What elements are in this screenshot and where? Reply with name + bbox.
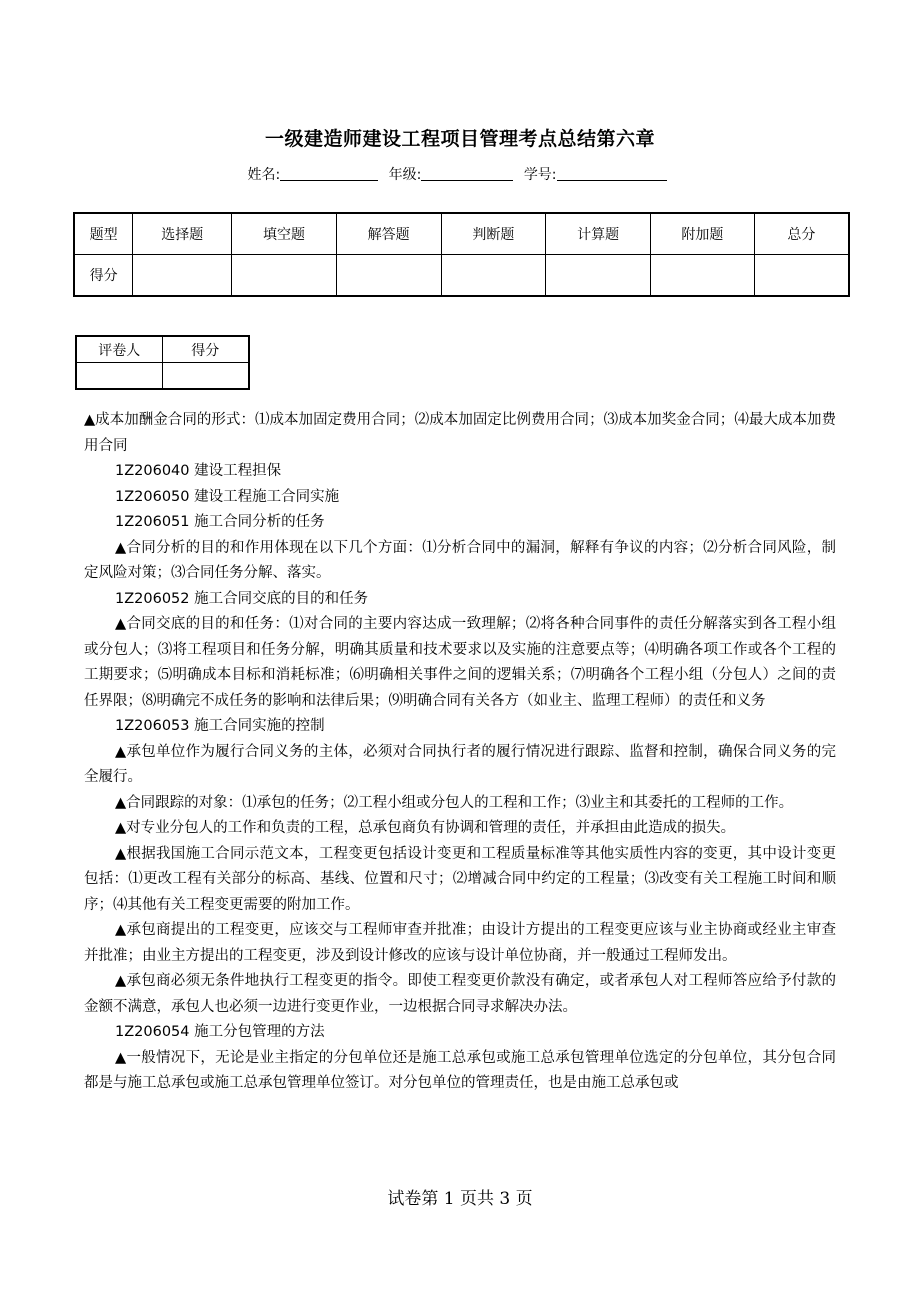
- grader-score-cell[interactable]: [162, 363, 249, 390]
- score-table-header-row: [74, 213, 849, 255]
- grader-entry-row: [76, 363, 249, 390]
- grader-header-row: [76, 336, 249, 363]
- score-header-cell: 总分: [754, 213, 849, 255]
- page-title: 一级建造师建设工程项目管理考点总结第六章: [264, 128, 655, 150]
- grade-blank[interactable]: [421, 166, 513, 181]
- grader-name-cell[interactable]: [76, 363, 162, 390]
- grader-header-cell: 得分: [162, 336, 249, 363]
- grader-table: [75, 335, 250, 390]
- score-cell[interactable]: [133, 255, 232, 297]
- page-footer: 试卷第 1 页共 3 页: [387, 1189, 533, 1209]
- paragraph: ▲成本加酬金合同的形式：⑴成本加固定费用合同；⑵成本加固定比例费用合同；⑶成本加奖金合同；⑷最大成本加费用合同: [84, 412, 836, 454]
- score-cell[interactable]: [546, 255, 651, 297]
- score-header-cell: 判断题: [441, 213, 546, 255]
- paragraph: ▲合同跟踪的对象：⑴承包的任务；⑵工程小组或分包人的工程和工作；⑶业主和其委托的工程师的工作。: [115, 794, 794, 811]
- paragraph: ▲合同分析的目的和作用体现在以下几个方面：⑴分析合同中的漏洞，解释有争议的内容；⑵分析合同风险，制定风险对策；⑶合同任务分解、落实。: [84, 539, 836, 581]
- score-header-cell: 题型: [74, 213, 133, 255]
- section-code: 1Z206052 施工合同交底的目的和任务: [115, 590, 369, 607]
- section-code: 1Z206051 施工合同分析的任务: [115, 514, 325, 530]
- paragraph: ▲根据我国施工合同示范文本，工程变更包括设计变更和工程质量标准等其他实质性内容的变更，其中设计变更包括：⑴更改工程有关部分的标高、基线、位置和尺寸；⑵增减合同中约定的工程量；⑶改变有关工程施工时间和顺序；⑷其他有关工程变更需要的附加工作。: [84, 845, 836, 913]
- student-info-line: [0, 164, 920, 184]
- paragraph: ▲一般情况下，无论是业主指定的分包单位还是施工总承包或施工总承包管理单位选定的分包单位，其分包合同都是与施工总承包或施工总承包管理单位签订。对分包单位的管理责任，也是由施工总承包或: [84, 1049, 836, 1091]
- score-header-cell: 选择题: [133, 213, 232, 255]
- score-header-cell: 填空题: [232, 213, 337, 255]
- score-cell[interactable]: [336, 255, 441, 297]
- score-cell[interactable]: [650, 255, 754, 297]
- paragraph: ▲承包单位作为履行合同义务的主体，必须对合同执行者的履行情况进行跟踪、监督和控制，确保合同义务的完全履行。: [84, 743, 836, 785]
- name-label: 姓名:: [247, 167, 281, 183]
- section-code: 1Z206053 施工合同实施的控制: [115, 718, 325, 734]
- score-table: [73, 212, 850, 297]
- student-id-label: 学号:: [523, 167, 557, 183]
- section-code: 1Z206050 建设工程施工合同实施: [115, 488, 340, 505]
- score-cell[interactable]: [232, 255, 337, 297]
- section-code: 1Z206054 施工分包管理的方法: [115, 1024, 325, 1040]
- name-blank[interactable]: [280, 166, 378, 181]
- section-code: 1Z206040 建设工程担保: [115, 463, 282, 479]
- document-body: [84, 408, 836, 1097]
- score-cell[interactable]: [754, 255, 849, 297]
- score-header-cell: 解答题: [336, 213, 441, 255]
- score-row-label: 得分: [74, 255, 133, 297]
- paragraph: ▲承包商提出的工程变更，应该交与工程师审查并批准；由设计方提出的工程变更应该与业主协商或经业主审查并批准；由业主方提出的工程变更，涉及到设计修改的应该与设计单位协商，并一般通过工程师发出。: [84, 922, 836, 964]
- student-id-blank[interactable]: [557, 166, 667, 181]
- grade-label: 年级:: [388, 167, 422, 183]
- score-header-cell: 计算题: [546, 213, 651, 255]
- paragraph: ▲承包商必须无条件地执行工程变更的指令。即使工程变更价款没有确定，或者承包人对工程师答应给予付款的金额不满意，承包人也必须一边进行变更作业，一边根据合同寻求解决办法。: [84, 973, 836, 1015]
- score-table-score-row: [74, 255, 849, 297]
- score-header-cell: 附加题: [650, 213, 754, 255]
- paragraph: ▲合同交底的目的和任务：⑴对合同的主要内容达成一致理解；⑵将各种合同事件的责任分解落实到各工程小组或分包人；⑶将工程项目和任务分解，明确其质量和技术要求以及实施的注意要点等；⑷明确各项工作或各个工程的工期要求；⑸明确成本目标和消耗标准；⑹明确相关事件之间的逻辑关系；⑺明确各个工程小组（分包人）之间的责任界限；⑻明确完不成任务的影响和法律后果；⑼明确合同有关各方（如业主、监理工程师）的责任和义务: [84, 616, 836, 709]
- score-cell[interactable]: [441, 255, 546, 297]
- grader-header-cell: 评卷人: [76, 336, 162, 363]
- paragraph: ▲对专业分包人的工作和负责的工程，总承包商负有协调和管理的责任，并承担由此造成的损失。: [115, 820, 736, 836]
